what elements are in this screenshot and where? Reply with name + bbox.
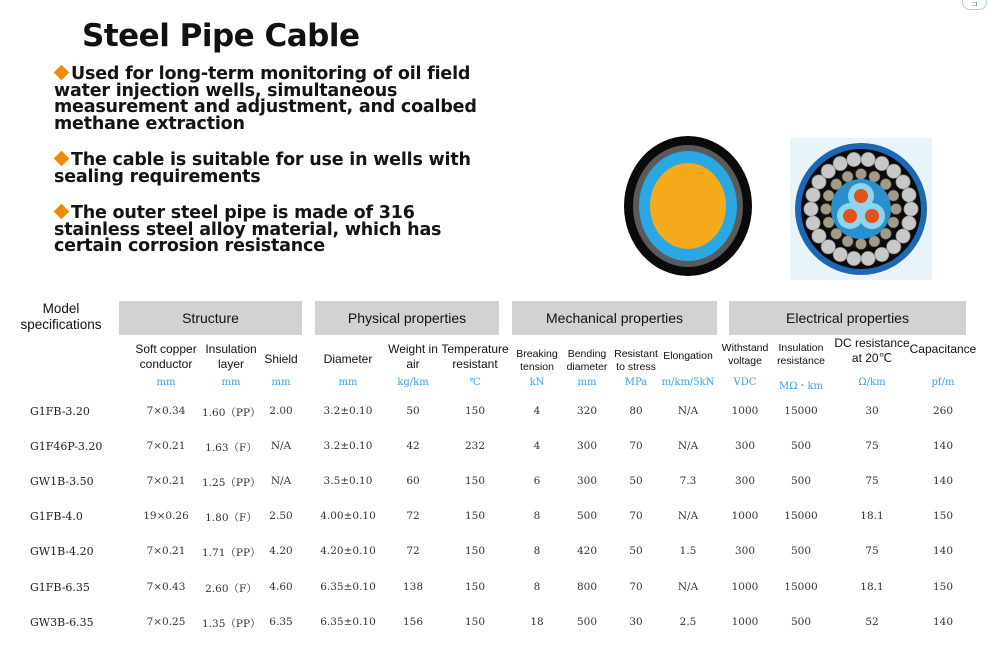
table-cell: 2.00 bbox=[269, 405, 293, 417]
column-unit: mm bbox=[221, 377, 241, 388]
inner-wire bbox=[823, 190, 834, 201]
group-header-electrical: Electrical properties bbox=[729, 301, 966, 335]
table-cell: 42 bbox=[406, 440, 420, 452]
row-model-name: G1FB-3.20 bbox=[30, 405, 90, 418]
inner-wire bbox=[869, 236, 880, 247]
bullet-list bbox=[54, 66, 494, 275]
table-cell: 4.20±0.10 bbox=[320, 545, 376, 557]
column-header: Insulation resistance bbox=[777, 342, 825, 367]
inner-wire bbox=[888, 217, 899, 228]
table-cell: N/A bbox=[677, 405, 699, 417]
inner-wire bbox=[842, 171, 853, 182]
column-unit: kg/km bbox=[397, 377, 429, 388]
table-cell: 6.35 bbox=[269, 616, 293, 628]
column-unit: VDC bbox=[733, 377, 757, 388]
column-unit: MPa bbox=[624, 377, 648, 388]
table-cell: 70 bbox=[629, 581, 643, 593]
row-model-name: GW1B-3.50 bbox=[30, 475, 94, 488]
table-cell: 150 bbox=[464, 545, 486, 557]
table-cell: N/A bbox=[677, 581, 699, 593]
column-header: Resistant to stress bbox=[614, 348, 658, 373]
table-cell: 4 bbox=[533, 440, 541, 452]
table-cell: 300 bbox=[734, 440, 756, 452]
column-header: Bending diameter bbox=[566, 348, 608, 373]
table-cell: 800 bbox=[576, 581, 598, 593]
table-cell: N/A bbox=[270, 440, 292, 452]
table-cell: 18.1 bbox=[860, 510, 884, 522]
column-unit: kN bbox=[529, 377, 545, 388]
table-cell: 500 bbox=[576, 616, 598, 628]
table-cell: 7×0.21 bbox=[146, 440, 186, 452]
column-header: Breaking tension bbox=[516, 348, 558, 373]
table-cell: 140 bbox=[932, 440, 954, 452]
table-cell: 500 bbox=[790, 440, 812, 452]
table-cell: 260 bbox=[932, 405, 954, 417]
table-cell: 3.2±0.10 bbox=[323, 405, 373, 417]
table-cell: 500 bbox=[576, 510, 598, 522]
column-header: Temperature resistant bbox=[441, 342, 509, 371]
table-cell: 150 bbox=[932, 581, 954, 593]
table-cell: 50 bbox=[406, 405, 420, 417]
column-unit: m/km/5kN bbox=[661, 377, 715, 388]
table-cell: 80 bbox=[629, 405, 643, 417]
table-cell: 70 bbox=[629, 440, 643, 452]
table-cell: 1.35（PP） bbox=[202, 618, 261, 630]
column-header: DC resistance at 20℃ bbox=[834, 336, 910, 365]
table-cell: N/A bbox=[270, 475, 292, 487]
group-header-physical: Physical properties bbox=[315, 301, 499, 335]
row-model-name: GW1B-4.20 bbox=[30, 545, 94, 558]
table-cell: 18.1 bbox=[860, 581, 884, 593]
armor-wire bbox=[847, 152, 861, 166]
column-unit: mm bbox=[338, 377, 358, 388]
inner-wire bbox=[856, 169, 867, 180]
table-cell: 150 bbox=[464, 405, 486, 417]
inner-wire bbox=[856, 239, 867, 250]
table-cell: 1.5 bbox=[679, 545, 697, 557]
diamond-bullet-icon bbox=[54, 204, 70, 220]
bullet-item: The cable is suitable for use in wells with sealing requirements bbox=[54, 150, 471, 187]
table-cell: 8 bbox=[533, 510, 541, 522]
table-cell: 420 bbox=[576, 545, 598, 557]
armor-wire bbox=[861, 251, 875, 265]
table-cell: 18 bbox=[530, 616, 544, 628]
group-header-mechanical: Mechanical properties bbox=[512, 301, 717, 335]
bullet-item: Used for long-term monitoring of oil field water injection wells, simultaneous measurement and adjustment, and coalbed methane extraction bbox=[54, 64, 477, 134]
table-cell: 4 bbox=[533, 405, 541, 417]
table-cell: 72 bbox=[406, 545, 420, 557]
armor-wire bbox=[833, 156, 847, 170]
table-cell: 15000 bbox=[784, 510, 818, 522]
column-header: Weight in air bbox=[388, 342, 438, 371]
column-header: Capacitance bbox=[909, 342, 977, 356]
table-cell: 320 bbox=[576, 405, 598, 417]
armor-wire bbox=[806, 188, 820, 202]
row-model-name: G1FB-6.35 bbox=[30, 581, 90, 594]
column-unit: mm bbox=[156, 377, 176, 388]
table-cell: 138 bbox=[402, 581, 424, 593]
table-cell: 150 bbox=[464, 510, 486, 522]
armor-wire bbox=[875, 247, 889, 261]
page-title: Steel Pipe Cable bbox=[82, 18, 360, 54]
table-cell: 156 bbox=[402, 616, 424, 628]
table-cell: 30 bbox=[865, 405, 879, 417]
single-core-cable-cross-section bbox=[624, 136, 752, 276]
table-cell: 1.71（PP） bbox=[202, 547, 261, 559]
group-header-structure: Structure bbox=[119, 301, 302, 335]
table-cell: 1000 bbox=[731, 581, 759, 593]
table-cell: 1000 bbox=[731, 616, 759, 628]
three-core-cable-cross-section bbox=[790, 138, 932, 280]
armor-wire bbox=[812, 229, 826, 243]
inner-wire bbox=[888, 190, 899, 201]
table-cell: 3.2±0.10 bbox=[323, 440, 373, 452]
column-header: Insulation layer bbox=[205, 342, 257, 371]
table-cell: 300 bbox=[734, 545, 756, 557]
table-cell: 1000 bbox=[731, 510, 759, 522]
table-cell: 7×0.21 bbox=[146, 475, 186, 487]
column-header: Withstand voltage bbox=[721, 342, 769, 367]
table-cell: 232 bbox=[464, 440, 486, 452]
table-cell: 150 bbox=[464, 581, 486, 593]
column-unit: mm bbox=[577, 377, 597, 388]
table-cell: 7×0.34 bbox=[146, 405, 186, 417]
inner-wire bbox=[891, 204, 902, 215]
table-cell: 75 bbox=[865, 545, 879, 557]
table-cell: 30 bbox=[629, 616, 643, 628]
armor-wire bbox=[847, 251, 861, 265]
inner-wire bbox=[821, 204, 832, 215]
table-cell: 300 bbox=[576, 475, 598, 487]
table-cell: 140 bbox=[932, 616, 954, 628]
table-cell: 72 bbox=[406, 510, 420, 522]
column-header: Elongation bbox=[663, 350, 713, 362]
diamond-bullet-icon bbox=[54, 151, 70, 167]
column-unit: MΩ・km bbox=[778, 381, 824, 392]
bullet-item: The outer steel pipe is made of 316 stainless steel alloy material, which has certain corrosion resistance bbox=[54, 203, 442, 256]
inner-wire bbox=[869, 171, 880, 182]
corner-icon[interactable]: ⊐ bbox=[962, 0, 987, 10]
table-cell: 60 bbox=[406, 475, 420, 487]
table-cell: 7.3 bbox=[679, 475, 697, 487]
table-cell: 52 bbox=[865, 616, 879, 628]
table-cell: 150 bbox=[464, 616, 486, 628]
table-cell: 1.80（F） bbox=[205, 512, 257, 524]
table-cell: 1.60（PP） bbox=[202, 407, 261, 419]
armor-wire bbox=[896, 175, 910, 189]
table-cell: 300 bbox=[734, 475, 756, 487]
table-cell: 2.60（F） bbox=[205, 583, 257, 595]
table-cell: 15000 bbox=[784, 581, 818, 593]
table-cell: 75 bbox=[865, 440, 879, 452]
table-cell: 140 bbox=[932, 475, 954, 487]
armor-wire bbox=[806, 216, 820, 230]
table-cell: 500 bbox=[790, 475, 812, 487]
table-cell: 3.5±0.10 bbox=[323, 475, 373, 487]
table-cell: 50 bbox=[629, 475, 643, 487]
table-cell: 500 bbox=[790, 545, 812, 557]
table-cell: 1.63（F） bbox=[205, 442, 257, 454]
table-cell: 6 bbox=[533, 475, 541, 487]
table-cell: 6.35±0.10 bbox=[320, 581, 376, 593]
column-unit: mm bbox=[271, 377, 291, 388]
armor-wire bbox=[902, 188, 916, 202]
armor-wire bbox=[804, 202, 818, 216]
row-model-name: GW3B-6.35 bbox=[30, 616, 94, 629]
table-cell: 1.25（PP） bbox=[202, 477, 261, 489]
column-header: Shield bbox=[264, 352, 298, 366]
table-cell: 8 bbox=[533, 581, 541, 593]
table-cell: 150 bbox=[464, 475, 486, 487]
row-model-name: G1F46P-3.20 bbox=[30, 440, 103, 453]
table-cell: 2.50 bbox=[269, 510, 293, 522]
table-cell: 4.20 bbox=[269, 545, 293, 557]
table-cell: 1000 bbox=[731, 405, 759, 417]
armor-wire bbox=[902, 216, 916, 230]
table-cell: 2.5 bbox=[679, 616, 697, 628]
model-specifications-header: Model specifications bbox=[20, 301, 102, 332]
table-cell: 75 bbox=[865, 475, 879, 487]
table-cell: 500 bbox=[790, 616, 812, 628]
table-cell: 6.35±0.10 bbox=[320, 616, 376, 628]
column-header: Soft copper conductor bbox=[135, 342, 197, 371]
armor-wire bbox=[904, 202, 918, 216]
table-cell: 19×0.26 bbox=[143, 510, 189, 522]
row-model-name: G1FB-4.0 bbox=[30, 510, 83, 523]
table-cell: 7×0.43 bbox=[146, 581, 186, 593]
column-unit: pf/m bbox=[931, 377, 955, 388]
table-cell: 140 bbox=[932, 545, 954, 557]
table-cell: 70 bbox=[629, 510, 643, 522]
table-cell: 8 bbox=[533, 545, 541, 557]
table-cell: 50 bbox=[629, 545, 643, 557]
table-cell: N/A bbox=[677, 440, 699, 452]
table-cell: 4.00±0.10 bbox=[320, 510, 376, 522]
table-cell: 300 bbox=[576, 440, 598, 452]
inner-wire bbox=[823, 217, 834, 228]
table-cell: 15000 bbox=[784, 405, 818, 417]
column-unit: Ω/km bbox=[858, 377, 886, 388]
armor-wire bbox=[861, 152, 875, 166]
table-cell: 7×0.25 bbox=[146, 616, 186, 628]
inner-wire bbox=[842, 236, 853, 247]
column-unit: ℃ bbox=[469, 377, 481, 388]
table-cell: N/A bbox=[677, 510, 699, 522]
column-header: Diameter bbox=[323, 352, 373, 366]
diamond-bullet-icon bbox=[54, 65, 70, 81]
table-cell: 150 bbox=[932, 510, 954, 522]
table-cell: 4.60 bbox=[269, 581, 293, 593]
table-cell: 7×0.21 bbox=[146, 545, 186, 557]
